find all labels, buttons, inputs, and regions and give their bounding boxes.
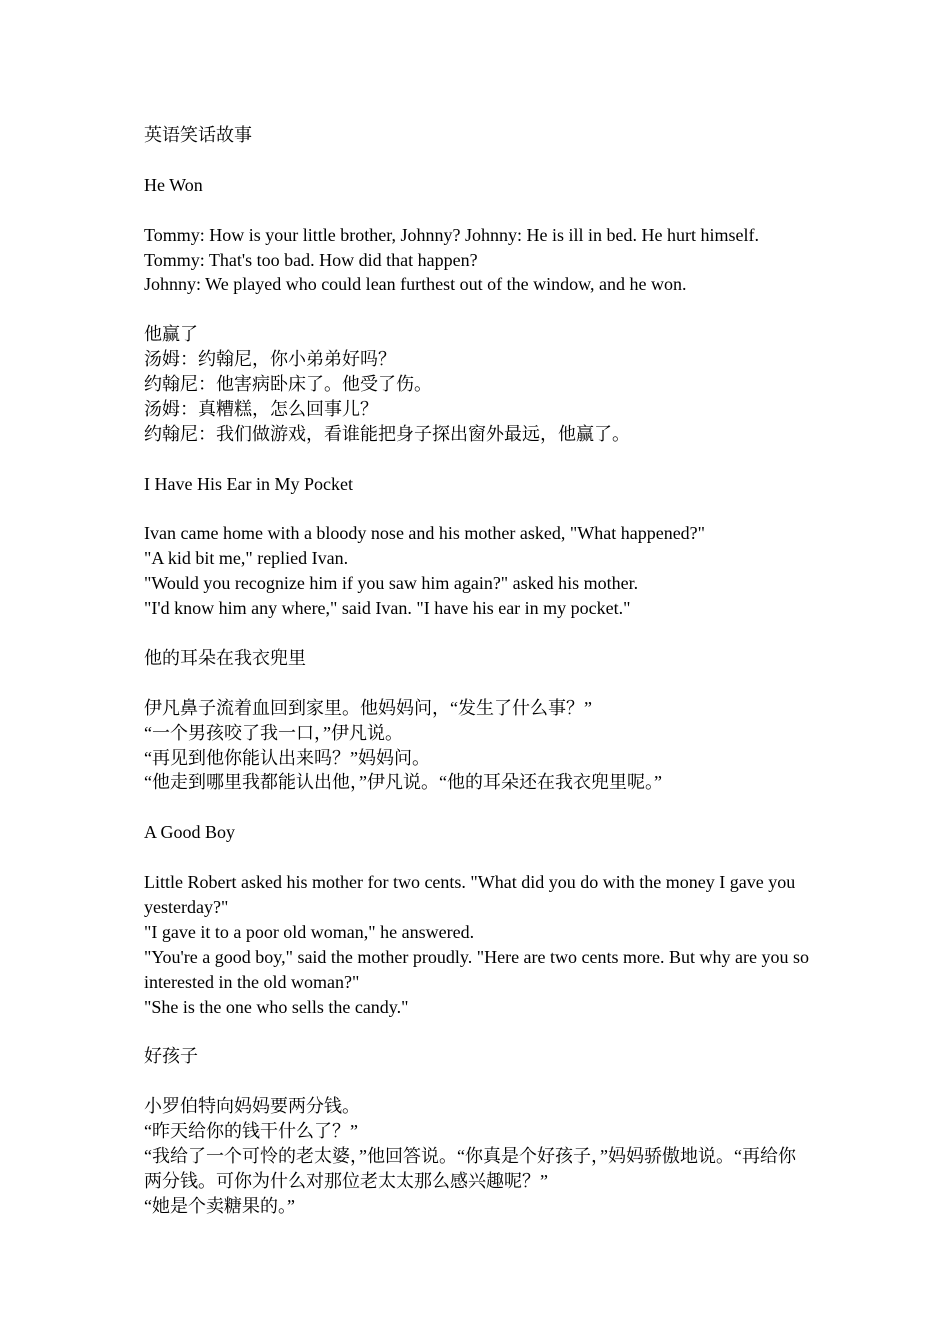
spacer [144, 845, 812, 870]
story-3-en-title: A Good Boy [144, 822, 236, 843]
story-3-en-line: "You're a good boy," said the mother proudly. "Here are two cents more. But why are you so interested in the old woman?" [144, 946, 809, 992]
story-1-en-line: Johnny: We played who could lean furthest out of the window, and he won. [144, 274, 687, 295]
spacer [144, 148, 812, 173]
story-2-en-line: Ivan came home with a bloody nose and his mother asked, "What happened?" [144, 523, 706, 544]
story-3-zh-title: 好孩子 [144, 1046, 198, 1067]
spacer [144, 198, 812, 223]
story-3-en-line: "I gave it to a poor old woman," he answered. [144, 921, 475, 942]
spacer [144, 297, 812, 322]
story-2-en-line: "Would you recognize him if you saw him again?" asked his mother. [144, 573, 639, 594]
spacer [144, 497, 812, 522]
story-2-en-line: "A kid bit me," replied Ivan. [144, 548, 349, 569]
story-1-en-line: Tommy: That's too bad. How did that happen? [144, 249, 478, 270]
spacer [144, 621, 812, 646]
story-1-zh-title: 他赢了 [144, 324, 198, 345]
document-title: 英语笑话故事 [144, 125, 252, 145]
story-1-zh-line: 汤姆：约翰尼，你小弟弟好吗？ [144, 349, 396, 370]
story-3-zh-line: “她是个卖糖果的。” [144, 1195, 295, 1216]
story-2-zh-title: 他的耳朵在我衣兜里 [144, 647, 306, 668]
story-1-zh-line: 汤姆：真糟糕，怎么回事儿？ [144, 398, 378, 419]
story-3-en-line: "She is the one who sells the candy." [144, 996, 409, 1017]
document-page [144, 123, 812, 1219]
story-2-en-title: I Have His Ear in My Pocket [144, 473, 353, 494]
story-2-zh-line: “一个男孩咬了我一口，”伊凡说。 [144, 722, 403, 743]
story-1-en-title: He Won [144, 174, 203, 195]
story-2-zh-line: “他走到哪里我都能认出他，”伊凡说。“他的耳朵还在我衣兜里呢。” [144, 772, 662, 793]
spacer [144, 671, 812, 696]
story-1-zh-line: 约翰尼：他害病卧床了。他受了伤。 [144, 374, 432, 395]
spacer [144, 1019, 812, 1044]
story-3-zh-line: “我给了一个可怜的老太婆，”他回答说。“你真是个好孩子，”妈妈骄傲地说。“再给你两分钱。可你为什么对那位老太太那么感兴趣呢？” [144, 1145, 796, 1191]
story-3-en-line: Little Robert asked his mother for two cents. "What did you do with the money I gave you yesterday?" [144, 872, 796, 917]
story-2-zh-line: 伊凡鼻子流着血回到家里。他妈妈问，“发生了什么事？” [144, 697, 592, 718]
story-3-zh-line: 小罗伯特向妈妈要两分钱。 [144, 1096, 360, 1117]
spacer [144, 1069, 812, 1094]
story-1-en-line: Tommy: How is your little brother, Johnny? Johnny: He is ill in bed. He hurt himself. [144, 224, 759, 245]
story-3-zh-line: “昨天给你的钱干什么了？” [144, 1121, 358, 1142]
story-2-zh-line: “再见到他你能认出来吗？”妈妈问。 [144, 747, 430, 768]
story-1-zh-line: 约翰尼：我们做游戏，看谁能把身子探出窗外最远，他赢了。 [144, 423, 630, 444]
spacer [144, 447, 812, 472]
spacer [144, 795, 812, 820]
story-2-en-line: "I'd know him any where," said Ivan. "I have his ear in my pocket." [144, 598, 631, 619]
